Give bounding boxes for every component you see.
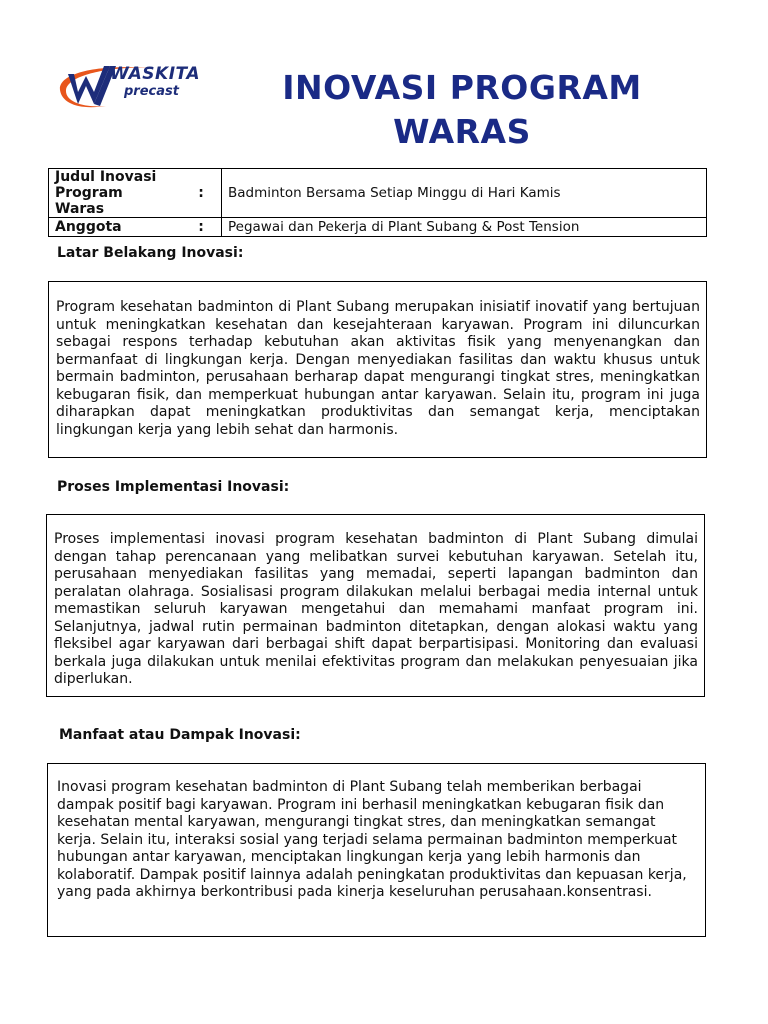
meta-colon: : (181, 169, 222, 218)
section-heading-latar-belakang: Latar Belakang Inovasi: (57, 245, 244, 261)
page-title (262, 66, 662, 154)
section-box-proses-implementasi (46, 514, 705, 697)
meta-colon: : (181, 218, 222, 237)
logo-brand-text: WASKITA (110, 64, 200, 84)
page-title-line-1: INOVASI PROGRAM (282, 68, 642, 107)
meta-label-anggota: Anggota (49, 218, 182, 237)
meta-value-anggota: Pegawai dan Pekerja di Plant Subang & Post Tension (222, 218, 707, 237)
section-heading-proses-implementasi: Proses Implementasi Inovasi: (57, 479, 290, 495)
meta-row-anggota (49, 218, 707, 237)
section-body-manfaat-dampak: Inovasi program kesehatan badminton di Plant Subang telah memberikan berbagai dampak positif bagi karyawan. Program ini berhasil meningkatkan kebugaran fisik dan kesehatan mental karyawan, mengurangi tingkat stres, dan meningkatkan semangat kerja. Selain itu, interaksi sosial yang terjadi selama permainan badminton memperkuat hubungan antar karyawan, menciptakan lingkungan kerja yang lebih harmonis dan kolaboratif. Dampak positif lainnya adalah peningkatan produktivitas dan kepuasan kerja, yang pada akhirnya berkontribusi pada kinerja keseluruhan perusahaan.konsentrasi. (57, 779, 687, 900)
meta-value-judul: Badminton Bersama Setiap Minggu di Hari Kamis (222, 169, 707, 218)
meta-label-judul: Judul Inovasi Program Waras (49, 169, 182, 218)
section-body-proses-implementasi: Proses implementasi inovasi program kesehatan badminton di Plant Subang dimulai dengan tahap perencanaan yang melibatkan survei kebutuhan karyawan. Setelah itu, perusahaan menyediakan fasilitas yang memadai, seperti lapangan badminton dan peralatan olahraga. Sosialisasi program dilakukan melalui berbagai media internal untuk memastikan seluruh karyawan mengetahui dan memahami manfaat program ini. Selanjutnya, jadwal rutin permainan badminton ditetapkan, dengan alokasi waktu yang fleksibel agar karyawan dari berbagai shift dapat berpartisipasi. Monitoring dan evaluasi berkala juga dilakukan untuk menilai efektivitas program dan melakukan penyesuaian jika diperlukan. (54, 531, 698, 687)
page-title-line-2: WARAS (393, 112, 531, 151)
section-body-latar-belakang: Program kesehatan badminton di Plant Subang merupakan inisiatif inovatif yang bertujuan untuk meningkatkan kesehatan dan kesejahteraan karyawan. Program ini diluncurkan sebagai respons terhadap kebutuhan akan aktivitas fisik yang menyenangkan dan bermanfaat di lingkungan kerja. Dengan menyediakan fasilitas dan waktu khusus untuk bermain badminton, perusahaan berharap dapat mengurangi tingkat stres, meningkatkan kebugaran fisik, dan memperkuat hubungan antar karyawan. Selain itu, program ini juga diharapkan dapat meningkatkan produktivitas dan semangat kerja, menciptakan lingkungan kerja yang lebih sehat dan harmonis. (56, 299, 700, 438)
meta-row-judul (49, 169, 707, 218)
section-box-manfaat-dampak (47, 763, 706, 937)
logo-sub-text: precast (124, 84, 179, 99)
waskita-precast-logo (54, 60, 214, 112)
section-box-latar-belakang (48, 281, 707, 458)
section-heading-manfaat-dampak: Manfaat atau Dampak Inovasi: (59, 727, 301, 743)
meta-table (48, 168, 707, 237)
